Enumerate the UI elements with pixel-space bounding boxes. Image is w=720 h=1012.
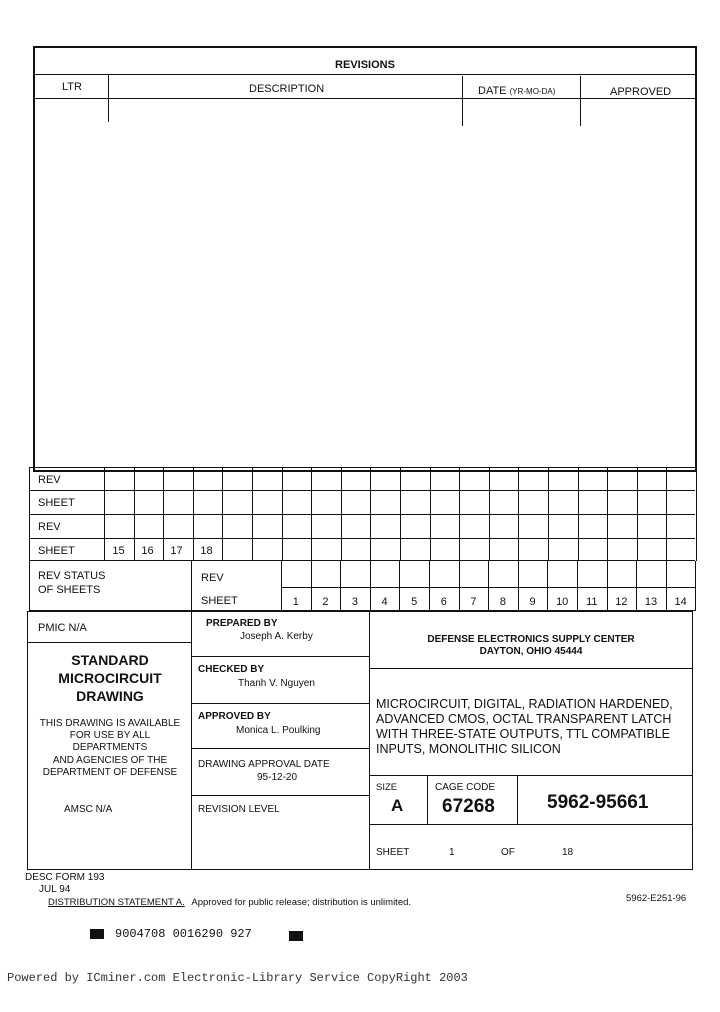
- prepared-name: Joseph A. Kerby: [240, 631, 313, 642]
- avail-line-5: DEPARTMENT OF DEFENSE: [42, 767, 178, 778]
- grid-col-line: [370, 467, 371, 561]
- status-sheet-5: 5: [411, 596, 418, 608]
- col-date-format: (YR-MO-DA): [509, 87, 556, 96]
- col-date: [478, 85, 555, 97]
- grid-col-line: [400, 467, 401, 561]
- avail-line-1: THIS DRAWING IS AVAILABLE: [39, 718, 181, 729]
- grid-col-line: [341, 467, 342, 561]
- status-sheet-8: 8: [499, 596, 507, 608]
- sig-rule-3: [191, 748, 369, 749]
- sig-rule-2: [191, 703, 369, 704]
- cage-value: 67268: [442, 796, 495, 817]
- amsc-label: AMSC N/A: [64, 804, 113, 815]
- rev-status-rev: REV: [201, 572, 224, 584]
- ident-divider-1: [427, 775, 428, 824]
- sig-rule-1: [191, 656, 369, 657]
- grid-sheet-16: 16: [141, 545, 154, 557]
- status-sheet-1: 1: [292, 596, 299, 608]
- approved-label: APPROVED BY: [198, 711, 271, 722]
- size-label: SIZE: [376, 782, 398, 793]
- ident-divider-2: [517, 775, 518, 824]
- grid-col-line: [696, 467, 697, 561]
- form-line-1: DESC FORM 193: [25, 872, 105, 883]
- rev-status-label-2: OF SHEETS: [38, 584, 101, 596]
- status-sheet-3: 3: [351, 596, 359, 608]
- barcode-text: 9004708 0016290 927: [115, 927, 252, 941]
- of-value: 18: [562, 847, 574, 858]
- rev-status-label-1: REV STATUS: [38, 570, 106, 582]
- sig-rule-4: [191, 795, 369, 796]
- status-sheet-13: 13: [644, 596, 658, 608]
- grid-row-rule-1: [29, 490, 695, 491]
- grid-col-line: [578, 467, 579, 561]
- of-label: OF: [501, 847, 515, 858]
- revisions-box: [33, 46, 697, 472]
- agency-rule: [369, 668, 693, 669]
- powered-by-footer: Powered by ICminer.com Electronic-Library Service CopyRight 2003: [7, 971, 468, 985]
- std-line-1: STANDARD: [71, 652, 149, 668]
- grid-col-line: [459, 467, 460, 561]
- title-line-4: INPUTS, MONOLITHIC SILICON: [376, 742, 561, 756]
- status-sheet-12: 12: [615, 596, 628, 608]
- title-rule: [369, 775, 693, 776]
- distribution-statement: [48, 897, 411, 908]
- doc-code: 5962-E251-96: [626, 893, 687, 904]
- col-approved: APPROVED: [610, 86, 672, 98]
- rev-col-divider-1: [108, 74, 109, 122]
- revisions-title-rule: [35, 74, 695, 75]
- grid-sheet-label-2: SHEET: [38, 545, 75, 557]
- form-line-2: JUL 94: [39, 884, 71, 895]
- grid-col-line: [518, 467, 519, 561]
- avail-line-2: FOR USE BY ALL: [69, 730, 151, 741]
- status-col-line: [695, 561, 696, 611]
- sheet-label: SHEET: [376, 847, 410, 858]
- grid-rev-label-1: REV: [38, 474, 61, 486]
- approved-name: Monica L. Poulking: [236, 725, 321, 736]
- cage-label: CAGE CODE: [435, 782, 496, 793]
- grid-sheet-17: 17: [170, 545, 183, 557]
- approval-date: 95-12-20: [257, 772, 298, 783]
- grid-col-line: [607, 467, 608, 561]
- grid-col-line: [252, 467, 253, 561]
- approval-date-label: DRAWING APPROVAL DATE: [198, 759, 330, 770]
- sheet-value: 1: [449, 847, 455, 858]
- grid-col-line: [311, 467, 312, 561]
- pmic-label: PMIC N/A: [38, 622, 87, 634]
- grid-rev-label-2: REV: [38, 521, 61, 533]
- barcode-mark-right: [289, 931, 303, 941]
- barcode-mark-left: [90, 929, 104, 939]
- grid-col-line: [430, 467, 431, 561]
- title-line-1: MICROCIRCUIT, DIGITAL, RADIATION HARDENED,: [376, 697, 673, 711]
- status-sheet-4: 4: [381, 596, 388, 608]
- status-sheet-2: 2: [322, 596, 329, 608]
- grid-col-line: [222, 467, 223, 561]
- grid-col-line: [282, 467, 283, 561]
- distribution-label: DISTRIBUTION STATEMENT A.: [48, 897, 185, 908]
- status-sheet-11: 11: [586, 596, 598, 608]
- avail-line-4: AND AGENCIES OF THE: [52, 755, 168, 766]
- grid-row-rule-3: [29, 538, 695, 539]
- grid-sheet-15: 15: [112, 545, 125, 557]
- col-ltr: LTR: [62, 81, 82, 93]
- size-value: A: [391, 796, 404, 815]
- distribution-text: Approved for public release; distribution is unlimited.: [191, 897, 412, 908]
- grid-col-line: [548, 467, 549, 561]
- std-line-2: MICROCIRCUIT: [58, 670, 162, 686]
- grid-col-line: [489, 467, 490, 561]
- ident-rule: [369, 824, 693, 825]
- agency-line-1: DEFENSE ELECTRONICS SUPPLY CENTER: [427, 634, 635, 645]
- rev-col-divider-3: [580, 76, 581, 126]
- col-description: DESCRIPTION: [249, 83, 325, 95]
- title-line-3: WITH THREE-STATE OUTPUTS, TTL COMPATIBLE: [376, 727, 671, 741]
- grid-sheet-18: 18: [200, 545, 213, 557]
- avail-line-3: DEPARTMENTS: [72, 742, 148, 753]
- revision-level-label: REVISION LEVEL: [198, 804, 280, 815]
- status-sheet-9: 9: [529, 596, 536, 608]
- grid-col-line: [666, 467, 667, 561]
- rev-col-divider-2: [462, 76, 463, 126]
- status-sheet-14: 14: [674, 596, 687, 608]
- grid-sheet-label-1: SHEET: [38, 497, 75, 509]
- status-sheet-10: 10: [556, 596, 569, 608]
- grid-col-line: [637, 467, 638, 561]
- status-sheet-6: 6: [440, 596, 447, 608]
- agency-line-2: DAYTON, OHIO 45444: [479, 646, 583, 657]
- drawing-number: 5962-95661: [547, 792, 649, 813]
- pmic-rule: [27, 642, 191, 643]
- title-line-2: ADVANCED CMOS, OCTAL TRANSPARENT LATCH: [376, 712, 672, 726]
- rev-status-sheet: SHEET: [201, 595, 238, 607]
- checked-label: CHECKED BY: [198, 664, 265, 675]
- checked-name: Thanh V. Nguyen: [238, 678, 315, 689]
- revisions-header-rule: [35, 98, 695, 99]
- prepared-label: PREPARED BY: [206, 618, 278, 629]
- revisions-title: REVISIONS: [335, 59, 395, 71]
- status-sheet-7: 7: [470, 596, 477, 608]
- col-date-label: DATE: [478, 85, 507, 97]
- std-line-3: DRAWING: [76, 688, 144, 704]
- grid-row-rule-2: [29, 514, 695, 515]
